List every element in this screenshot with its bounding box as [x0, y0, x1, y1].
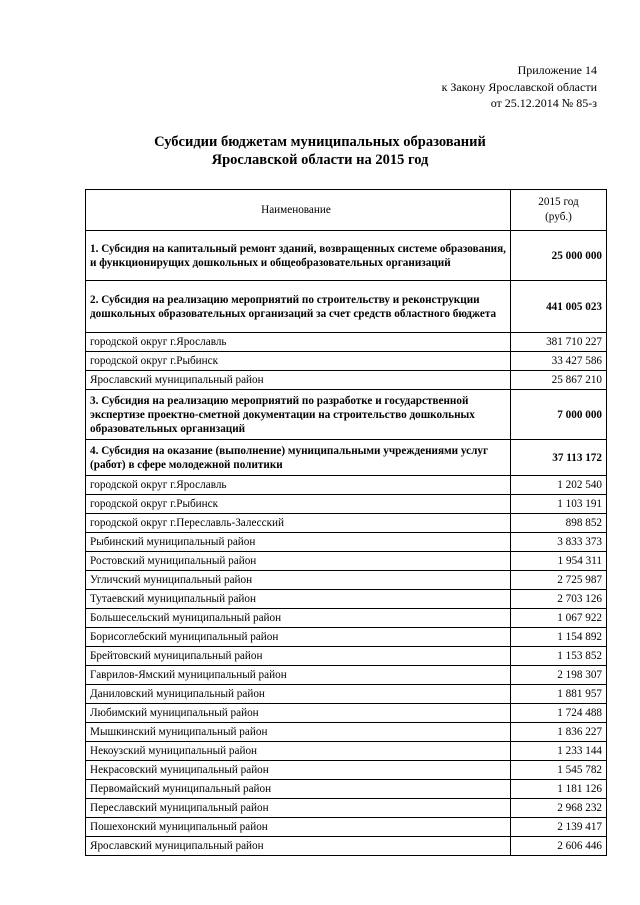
municipality-name: Любимский муниципальный район: [86, 704, 511, 723]
municipality-name: Рыбинский муниципальный район: [86, 533, 511, 552]
municipality-name: Первомайский муниципальный район: [86, 780, 511, 799]
table-row: [86, 514, 607, 533]
appendix-line-3: от 25.12.2014 № 85-з: [490, 96, 597, 110]
municipality-amount: 1 154 892: [511, 628, 607, 647]
municipality-amount: 1 181 126: [511, 780, 607, 799]
municipality-name: Большесельский муниципальный район: [86, 609, 511, 628]
municipality-amount: 1 202 540: [511, 476, 607, 495]
table-row: [86, 742, 607, 761]
header-value-line-1: 2015 год: [538, 196, 579, 208]
header-value-cell: [511, 190, 607, 231]
municipality-name: Некоузский муниципальный район: [86, 742, 511, 761]
table-header-row: [86, 190, 607, 231]
table-row: [86, 552, 607, 571]
municipality-name: Переславский муниципальный район: [86, 799, 511, 818]
municipality-amount: 2 198 307: [511, 666, 607, 685]
municipality-name: Пошехонский муниципальный район: [86, 818, 511, 837]
table-row: [86, 837, 607, 856]
appendix-line-1: Приложение 14: [517, 63, 597, 77]
municipality-amount: 2 725 987: [511, 571, 607, 590]
subsidy-group-row: [86, 440, 607, 476]
municipality-name: Ярославский муниципальный район: [86, 371, 511, 390]
subsidy-group-row: [86, 281, 607, 333]
municipality-amount: 2 968 232: [511, 799, 607, 818]
table-row: [86, 333, 607, 352]
subsidy-group-total: 37 113 172: [511, 440, 607, 476]
table-row: [86, 647, 607, 666]
table-row: [86, 476, 607, 495]
municipality-amount: 25 867 210: [511, 371, 607, 390]
table-row: [86, 685, 607, 704]
table-row: [86, 799, 607, 818]
table-row: [86, 628, 607, 647]
subsidy-group-row: [86, 390, 607, 440]
title-line-2: Ярославской области на 2015 год: [211, 152, 429, 168]
appendix-header: [442, 62, 597, 112]
municipality-amount: 381 710 227: [511, 333, 607, 352]
municipality-name: городской округ г.Переславль-Залесский: [86, 514, 511, 533]
table-row: [86, 780, 607, 799]
municipality-name: Мышкинский муниципальный район: [86, 723, 511, 742]
table-row: [86, 495, 607, 514]
municipality-name: Гаврилов-Ямский муниципальный район: [86, 666, 511, 685]
title-line-1: Субсидии бюджетам муниципальных образований: [154, 134, 486, 150]
municipality-amount: 1 881 957: [511, 685, 607, 704]
municipality-name: Борисоглебский муниципальный район: [86, 628, 511, 647]
municipality-amount: 2 606 446: [511, 837, 607, 856]
municipality-name: городской округ г.Ярославль: [86, 333, 511, 352]
table-row: [86, 590, 607, 609]
municipality-name: городской округ г.Рыбинск: [86, 352, 511, 371]
header-name-cell: Наименование: [86, 190, 511, 231]
municipality-name: городской округ г.Ярославль: [86, 476, 511, 495]
municipality-amount: 3 833 373: [511, 533, 607, 552]
municipality-name: городской округ г.Рыбинск: [86, 495, 511, 514]
municipality-amount: 2 703 126: [511, 590, 607, 609]
subsidies-table: [85, 189, 607, 856]
subsidy-group-name: 1. Субсидия на капитальный ремонт зданий, возвращенных системе образования, и функционирущих дошкольных и общеобразовательных организаций: [86, 231, 511, 281]
municipality-amount: 1 724 488: [511, 704, 607, 723]
municipality-amount: 1 153 852: [511, 647, 607, 666]
municipality-amount: 1 954 311: [511, 552, 607, 571]
table-row: [86, 666, 607, 685]
municipality-amount: 1 545 782: [511, 761, 607, 780]
document-title: [0, 133, 640, 169]
municipality-name: Ярославский муниципальный район: [86, 837, 511, 856]
subsidy-group-total: 441 005 023: [511, 281, 607, 333]
subsidy-group-row: [86, 231, 607, 281]
municipality-amount: 1 067 922: [511, 609, 607, 628]
municipality-name: Некрасовский муниципальный район: [86, 761, 511, 780]
table-row: [86, 761, 607, 780]
municipality-amount: 1 836 227: [511, 723, 607, 742]
table-row: [86, 704, 607, 723]
table-row: [86, 533, 607, 552]
table-row: [86, 609, 607, 628]
municipality-name: Брейтовский муниципальный район: [86, 647, 511, 666]
subsidy-group-name: 2. Субсидия на реализацию мероприятий по строительству и реконструкции дошкольных образовательных организаций за счет средств областного бюджета: [86, 281, 511, 333]
municipality-amount: 1 233 144: [511, 742, 607, 761]
municipality-amount: 33 427 586: [511, 352, 607, 371]
municipality-amount: 2 139 417: [511, 818, 607, 837]
table-row: [86, 352, 607, 371]
municipality-name: Даниловский муниципальный район: [86, 685, 511, 704]
municipality-name: Ростовский муниципальный район: [86, 552, 511, 571]
municipality-name: Угличский муниципальный район: [86, 571, 511, 590]
table-row: [86, 723, 607, 742]
table-row: [86, 571, 607, 590]
subsidy-group-total: 7 000 000: [511, 390, 607, 440]
municipality-amount: 898 852: [511, 514, 607, 533]
table-row: [86, 818, 607, 837]
municipality-name: Тутаевский муниципальный район: [86, 590, 511, 609]
subsidy-group-total: 25 000 000: [511, 231, 607, 281]
municipality-amount: 1 103 191: [511, 495, 607, 514]
appendix-line-2: к Закону Ярославской области: [441, 79, 597, 94]
table-row: [86, 371, 607, 390]
subsidy-group-name: 3. Субсидия на реализацию мероприятий по разработке и государственной экспертизе проектно-сметной документации на строительство дошкольных образовательных организаций: [86, 390, 511, 440]
subsidy-group-name: 4. Субсидия на оказание (выполнение) муниципальными учреждениями услуг (работ) в сфере молодежной политики: [86, 440, 511, 476]
header-value-line-2: (руб.): [545, 211, 572, 223]
